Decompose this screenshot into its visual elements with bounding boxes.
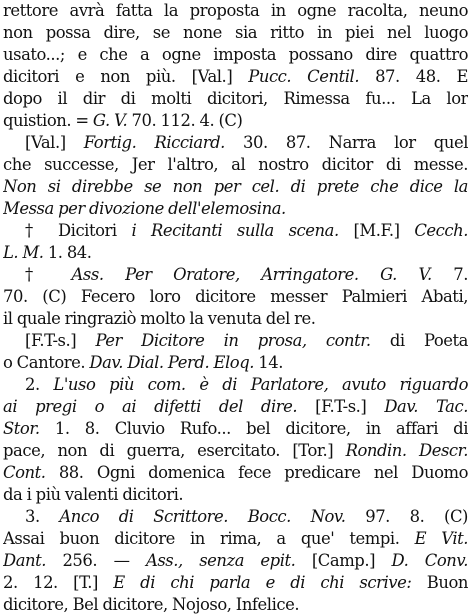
text-segment: [M.F.] [338,221,415,240]
text-line [3,374,468,396]
italic-text-segment: Pucc. Centil. [248,67,360,86]
text-line [3,242,468,264]
italic-text-segment: Stor. [3,419,40,438]
text-segment: dicitore, Bel dicitore, Nojoso, Infelice. [3,595,300,614]
italic-text-segment: E Vit. [414,529,468,548]
text-segment: da i più valenti dicitori. [3,485,184,504]
italic-text-segment: ai pregi o ai difetti del dire. [3,397,298,416]
text-segment: 1. 84. [43,243,92,262]
text-segment: [F.T-s.] [25,331,96,350]
italic-text-segment: E di chi parla e di chi scrive: [113,573,412,592]
italic-text-segment: Fortig. Ricciard. [83,133,225,152]
text-line [3,198,468,220]
italic-text-segment: Non si direbbe se non per cel. di prete che dice la [3,177,468,196]
text-line [3,220,468,242]
text-line [3,550,468,572]
italic-text-segment: Cont. [3,463,46,482]
italic-text-segment: D. Conv. [391,551,468,570]
text-line [3,308,468,330]
text-line [3,154,468,176]
text-segment: 88. Ogni domenica fece predicare nel Duomo [45,463,468,482]
italic-text-segment: L. M. [3,243,44,262]
text-line [3,440,468,462]
text-line [3,352,468,374]
text-line [3,506,468,528]
italic-text-segment: Per Dicitore in prosa, contr. [95,331,371,350]
text-segment: 1. 8. Cluvio Rufo... bel dicitore, in affari di [39,419,468,438]
italic-text-segment: G. V. [92,111,128,130]
text-line [3,330,468,352]
text-line [3,286,468,308]
text-line [3,264,468,286]
text-segment: 256. — [46,551,146,570]
text-segment: 3. [25,507,60,526]
text-line [3,0,468,22]
italic-text-segment: L'uso più com. è di Parlatore, avuto riguardo [53,375,468,394]
text-segment: 2. 12. [T.] [3,573,114,592]
text-segment: 2. [25,375,54,394]
text-segment: che successe, Jer l'altro, al nostro dicitor di messe. [3,155,468,174]
text-segment: il quale ringraziò molto la venuta del re. [3,309,316,328]
text-segment: 70. (C) Fecero loro dicitore messer Palmieri Abati, [3,287,468,306]
text-segment: dicitori e non più. [Val.] [3,67,249,86]
italic-text-segment: i Recitanti sulla scena. [131,221,339,240]
text-segment: [F.T-s.] [297,397,385,416]
text-segment: o Cantore. [3,353,90,372]
italic-text-segment: Messa per divozione dell'elemosina. [3,199,286,218]
text-line [3,572,468,594]
italic-text-segment: Dav. Tac. [384,397,468,416]
text-line [3,396,468,418]
italic-text-segment: Rondin. Descr. [345,441,468,460]
text-segment: † Dicitori [25,221,132,240]
text-segment: 70. 112. 4. (C) [127,111,243,130]
text-segment: 97. 8. (C) [345,507,468,526]
text-segment: quistion. = [3,111,93,130]
italic-text-segment: Dav. Dial. Perd. Eloq. [89,353,255,372]
text-segment: pace, non di guerra, esercitato. [Tor.] [3,441,346,460]
text-segment: Assai buon dicitore in rima, a que' tempi. [3,529,415,548]
text-line [3,528,468,550]
text-line [3,88,468,110]
text-segment: non possa dire, se none sia ritto in piei nel luogo [3,23,468,42]
text-line [3,462,468,484]
text-line [3,484,468,506]
text-line [3,594,468,616]
text-segment: † [25,265,72,284]
text-segment: usato...; e che a ogne imposta possano dire quattro [3,45,468,64]
italic-text-segment: Ass. Per Oratore, Arringatore. G. V. [71,265,432,284]
italic-text-segment: Cecch. [414,221,468,240]
text-segment: 87. 48. E [359,67,468,86]
text-segment: 30. 87. Narra lor quel [224,133,468,152]
text-segment: 14. [254,353,283,372]
text-segment: Buon [411,573,468,592]
text-segment: dopo il dir di molti dicitori, Rimessa fu... La lor [3,89,468,108]
text-line [3,44,468,66]
text-segment: [Camp.] [295,551,392,570]
italic-text-segment: Dant. [3,551,47,570]
text-line [3,22,468,44]
italic-text-segment: Anco di Scrittore. Bocc. Nov. [59,507,346,526]
text-line [3,132,468,154]
text-line [3,418,468,440]
text-line [3,66,468,88]
italic-text-segment: Ass., senza epit. [145,551,296,570]
text-segment: 7. [431,265,468,284]
text-segment: rettore avrà fatta la proposta in ogne racolta, neuno [3,1,468,20]
text-line [3,110,468,132]
text-segment: di Poeta [370,331,468,350]
text-line [3,176,468,198]
text-segment: [Val.] [25,133,84,152]
